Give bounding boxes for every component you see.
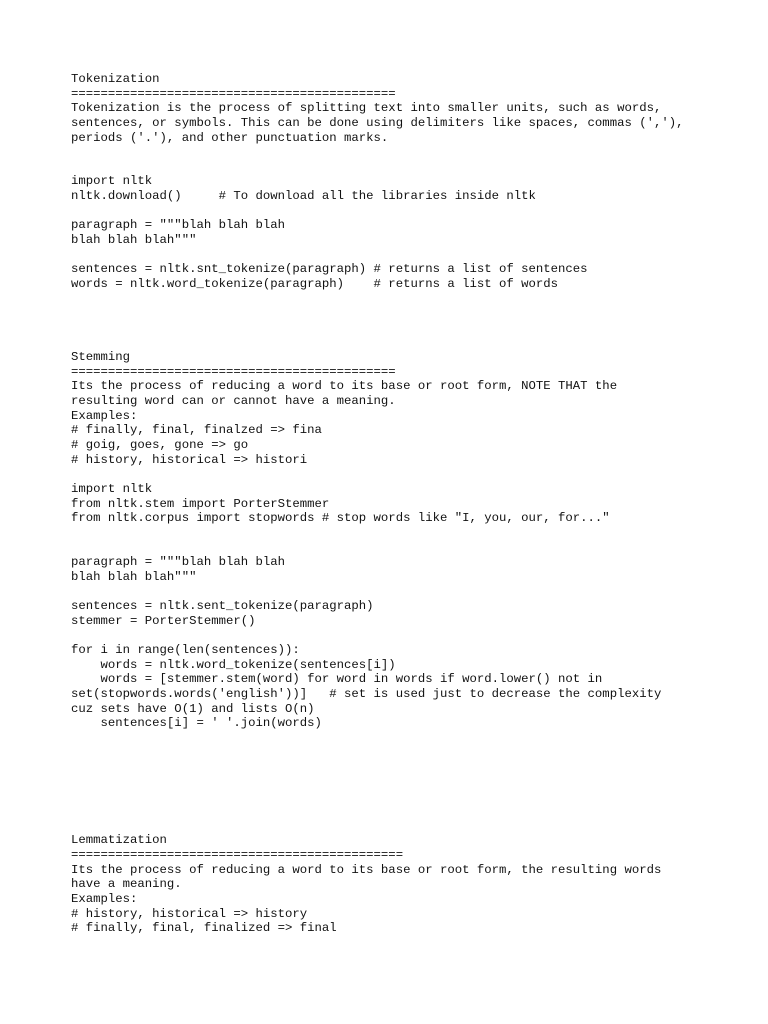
code-line: paragraph = """blah blah blah <box>71 555 286 570</box>
section-title: Stemming <box>71 350 131 365</box>
comment-line: # goig, goes, gone => go <box>71 438 249 453</box>
blank-line <box>71 775 711 790</box>
text-line: Examples: <box>71 408 138 423</box>
code-line: import nltk <box>71 481 153 496</box>
code-line: words = nltk.word_tokenize(paragraph) # returns a list of words <box>71 276 559 291</box>
comment-line: # finally, final, finalized => final <box>71 921 337 936</box>
blank-line <box>71 731 711 746</box>
blank-line <box>71 248 711 263</box>
blank-line <box>71 819 711 834</box>
code-line: from nltk.stem import PorterStemmer <box>71 496 330 511</box>
section-rule: ============================================= <box>71 847 404 862</box>
code-line: from nltk.corpus import stopwords # stop words like "I, you, our, for..." <box>71 511 610 526</box>
section-rule: ============================================ <box>71 86 396 101</box>
code-line: set(stopwords.words('english'))] # set is used just to decrease the complexity <box>71 686 662 701</box>
text-line: resulting word can or cannot have a meaning. <box>71 394 396 409</box>
blank-line <box>71 789 711 804</box>
blank-line <box>71 745 711 760</box>
code-line: stemmer = PorterStemmer() <box>71 613 256 628</box>
code-line: blah blah blah""" <box>71 233 197 248</box>
code-line: sentences = nltk.sent_tokenize(paragraph) <box>71 599 374 614</box>
comment-line: # history, historical => history <box>71 906 308 921</box>
code-line: for i in range(len(sentences)): <box>71 642 300 657</box>
blank-line <box>71 804 711 819</box>
section-tokenization <box>71 72 711 350</box>
comment-line: # finally, final, finalzed => fina <box>71 423 322 438</box>
text-line: Examples: <box>71 891 138 906</box>
text-line: have a meaning. <box>71 877 182 892</box>
text-line: periods ('.'), and other punctuation marks. <box>71 130 389 145</box>
section-rule: ============================================ <box>71 364 396 379</box>
code-line: paragraph = """blah blah blah <box>71 218 286 233</box>
code-line: sentences = nltk.snt_tokenize(paragraph) # returns a list of sentences <box>71 262 588 277</box>
blank-line <box>71 306 711 321</box>
blank-line <box>71 292 711 307</box>
code-line: blah blah blah""" <box>71 569 197 584</box>
document-page <box>71 72 711 936</box>
blank-line <box>71 321 711 336</box>
text-line: Tokenization is the process of splitting text into smaller units, such as words, <box>71 101 662 116</box>
blank-line <box>71 584 711 599</box>
code-line: words = nltk.word_tokenize(sentences[i]) <box>71 657 396 672</box>
blank-line <box>71 160 711 175</box>
text-line: Its the process of reducing a word to its base or root form, NOTE THAT the <box>71 379 618 394</box>
blank-line <box>71 760 711 775</box>
code-line: import nltk <box>71 174 153 189</box>
blank-line <box>71 336 711 351</box>
text-line: sentences, or symbols. This can be done using delimiters like spaces, commas (','), <box>71 115 684 130</box>
text-line: Its the process of reducing a word to its base or root form, the resulting words <box>71 862 662 877</box>
section-title: Tokenization <box>71 72 160 86</box>
section-stemming <box>71 350 711 833</box>
code-line: nltk.download() # To download all the libraries inside nltk <box>71 189 536 204</box>
comment-line: # history, historical => histori <box>71 452 308 467</box>
section-lemmatization <box>71 833 711 935</box>
section-title: Lemmatization <box>71 833 167 848</box>
blank-line <box>71 628 711 643</box>
blank-line <box>71 145 711 160</box>
code-line: words = [stemmer.stem(word) for word in words if word.lower() not in <box>71 672 603 687</box>
blank-line <box>71 204 711 219</box>
blank-line <box>71 526 711 541</box>
code-line: cuz sets have O(1) and lists O(n) <box>71 701 315 716</box>
blank-line <box>71 467 711 482</box>
blank-line <box>71 541 711 556</box>
code-line: sentences[i] = ' '.join(words) <box>71 716 322 731</box>
